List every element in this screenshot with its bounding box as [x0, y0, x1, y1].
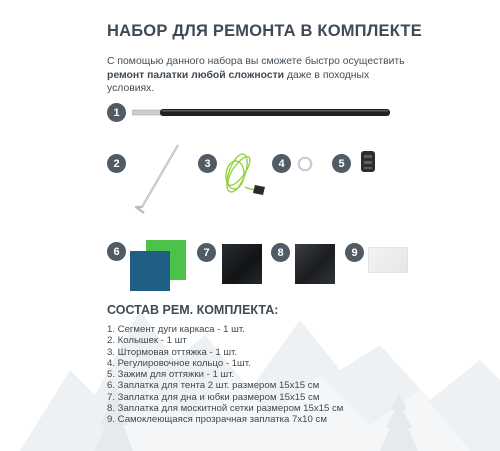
intro-part2: даже в походных условиях.	[107, 69, 370, 94]
line-clamp-image	[358, 149, 380, 175]
list-item: 1. Сегмент дуги каркаса - 1 шт.	[107, 324, 245, 335]
intro-bold: ремонт палатки любой сложности	[107, 69, 285, 81]
list-item: 2. Колышек - 1 шт	[107, 335, 187, 347]
badge-8: 8	[271, 243, 290, 262]
list-item: 9. Самоклеющаяся прозрачная заплатка 7x10 см	[107, 414, 327, 426]
page-title: НАБОР ДЛЯ РЕМОНТА В КОМПЛЕКТЕ	[107, 22, 422, 40]
list-item: 6. Заплатка для тента 2 шт. размером 15x15 см	[107, 380, 320, 392]
list-item: 4. Регулировочное кольцо - 1шт.	[107, 357, 251, 369]
intro-part1: С помощью данного набора вы сможете быстро осуществить	[107, 56, 405, 67]
pole-segment-image	[132, 106, 392, 120]
contents-title: СОСТАВ РЕМ. КОМПЛЕКТА:	[107, 303, 279, 317]
badge-3: 3	[198, 154, 217, 173]
patch-blue-image	[130, 251, 170, 291]
floor-patch-image	[222, 244, 262, 284]
list-item: 3. Штормовая оттяжка - 1 шт.	[107, 346, 238, 358]
mesh-patch-image	[295, 244, 335, 284]
badge-2: 2	[107, 154, 126, 173]
badge-9: 9	[345, 243, 364, 262]
badge-5: 5	[332, 154, 351, 173]
clear-patch-image	[368, 247, 408, 273]
contents-list	[107, 324, 343, 426]
badge-7: 7	[197, 243, 216, 262]
badge-4: 4	[272, 154, 291, 173]
intro-text	[107, 55, 407, 96]
badge-1: 1	[107, 103, 126, 122]
stake-image	[132, 143, 182, 215]
guy-line-image	[215, 145, 270, 200]
badge-6: 6	[107, 242, 126, 261]
list-item: 7. Заплатка для дна и юбки размером 15x15 см	[107, 391, 320, 403]
list-item: 8. Заплатка для москитной сетки размером 15x15 см	[107, 403, 344, 415]
adjustment-ring-image	[296, 155, 314, 173]
list-item: 5. Зажим для оттяжки - 1 шт.	[107, 369, 235, 381]
